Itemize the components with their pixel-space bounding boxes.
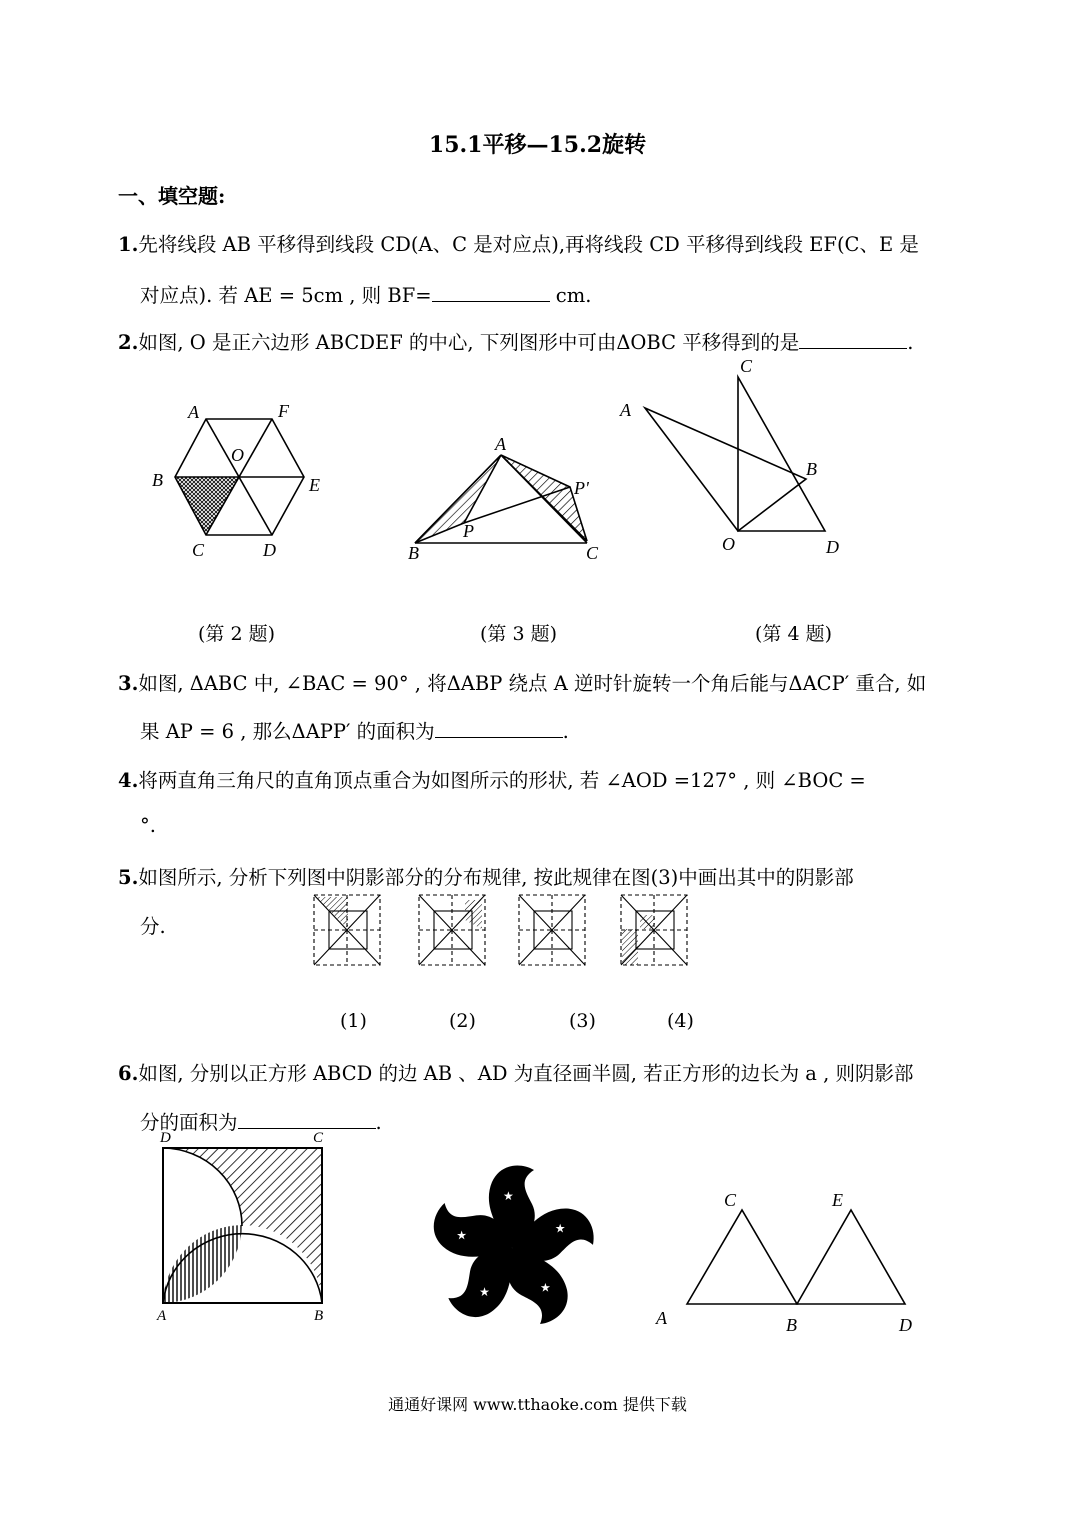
question-3-end: . — [562, 720, 569, 743]
sq-label-b: B — [806, 459, 817, 479]
square-label-b: B — [314, 1308, 324, 1324]
sq-label-c: C — [740, 356, 753, 376]
svg-text:★: ★ — [503, 1189, 514, 1203]
sq-label-d: D — [826, 537, 839, 557]
tri-label-b: B — [408, 543, 419, 563]
question-2-end: . — [907, 331, 914, 354]
hex-label-o: O — [231, 445, 244, 465]
square-label-c: C — [313, 1130, 324, 1146]
pattern-caption-3: (3) — [569, 1010, 596, 1032]
hex-label-b: B — [152, 470, 163, 490]
question-1-number: 1. — [118, 233, 139, 256]
pattern-caption-2: (2) — [449, 1010, 476, 1032]
hex-label-d: D — [263, 540, 276, 560]
tri-label-a: A — [495, 434, 506, 454]
page-title: 15.1平移—15.2旋转 — [428, 132, 647, 158]
section-heading: 一、填空题: — [118, 184, 226, 208]
question-1-unit: cm. — [555, 284, 592, 307]
caption-fig-4: (第 4 题) — [755, 623, 832, 645]
two-triangles-figure — [687, 1210, 905, 1304]
tri2-label-c: C — [724, 1190, 737, 1210]
square-label-a: A — [157, 1308, 167, 1324]
sq-label-a: A — [620, 400, 631, 420]
hex-label-a: A — [188, 402, 199, 422]
tri2-label-b: B — [786, 1315, 797, 1335]
caption-fig-3: (第 3 题) — [480, 623, 557, 645]
tri-label-c: C — [586, 543, 599, 563]
hex-label-e: E — [309, 475, 320, 495]
question-6-number: 6. — [118, 1062, 139, 1085]
question-2-text: 如图, O 是正六边形 ABCDEF 的中心, 下列图形中可由ΔOBC 平移得到的是 — [138, 331, 800, 354]
tri2-label-a: A — [656, 1308, 667, 1328]
question-5-number: 5. — [118, 866, 139, 889]
question-3-text-2: 果 AP = 6 , 那么ΔAPP′ 的面积为 — [140, 720, 435, 743]
bauhinia-flower-image — [426, 1166, 597, 1329]
semicircle-square-figure — [163, 1148, 322, 1303]
question-1-text: 先将线段 AB 平移得到线段 CD(A、C 是对应点),再将线段 CD 平移得到线段 EF(C、E 是 — [138, 233, 919, 256]
question-2-number: 2. — [118, 331, 139, 354]
question-4-text: 将两直角三角尺的直角顶点重合为如图所示的形状, 若 ∠AOD =127° , 则 ∠BOC = — [138, 769, 866, 792]
tri2-label-e: E — [832, 1190, 843, 1210]
tri2-label-d: D — [899, 1315, 912, 1335]
question-3-number: 3. — [118, 672, 139, 695]
question-5-text-2: 分. — [140, 915, 166, 938]
pattern-caption-4: (4) — [667, 1010, 694, 1032]
question-6-end: . — [375, 1111, 382, 1134]
hex-label-f: F — [278, 401, 289, 421]
question-4-number: 4. — [118, 769, 139, 792]
caption-fig-2: (第 2 题) — [198, 623, 275, 645]
question-3-text: 如图, ΔABC 中, ∠BAC = 90° , 将ΔABP 绕点 A 逆时针旋转一个角后能与ΔACP′ 重合, 如 — [138, 672, 927, 695]
hex-label-c: C — [192, 540, 205, 560]
tri-label-p: P — [463, 521, 474, 541]
question-6-text-2: 分的面积为 — [140, 1111, 238, 1134]
question-6-text: 如图, 分别以正方形 ABCD 的边 AB 、AD 为直径画半圆, 若正方形的边长为 a , 则阴影部 — [138, 1062, 914, 1085]
pattern-caption-1: (1) — [340, 1010, 367, 1032]
sq-label-o: O — [722, 534, 735, 554]
square-label-d: D — [160, 1130, 171, 1146]
footer-credit: 通通好课网 www.tthaoke.com 提供下载 — [388, 1395, 687, 1414]
question-5-text: 如图所示, 分析下列图中阴影部分的分布规律, 按此规律在图(3)中画出其中的阴影部 — [138, 866, 854, 889]
question-4-text-2: °. — [140, 814, 156, 837]
tri-label-p-prime: P' — [574, 478, 589, 498]
question-1-text-2: 对应点). 若 AE = 5cm , 则 BF= — [140, 284, 432, 307]
